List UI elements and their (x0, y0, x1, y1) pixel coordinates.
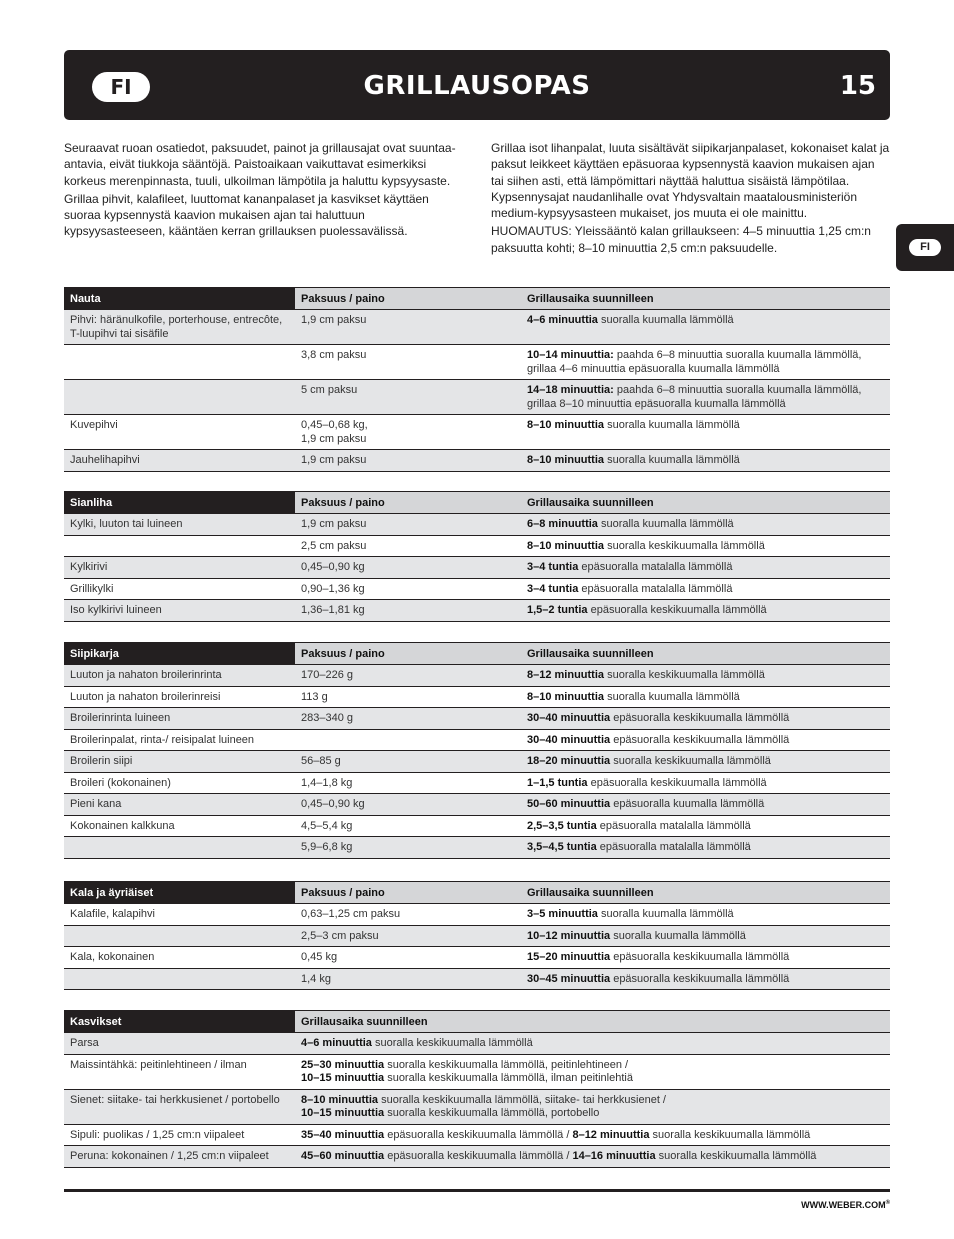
table-row (64, 772, 890, 794)
intro-note: HUOMAUTUS: Yleissääntö kalan grillaukseen: 4–5 minuuttia 1,25 cm:n paksuutta kohti; 8–10 minuuttia 2,5 cm:n paksuudelle. (491, 224, 871, 255)
cooking-time-cell (295, 1124, 890, 1146)
side-tab-label: FI (909, 239, 941, 256)
thickness-cell: 5,9–6,8 kg (295, 837, 521, 859)
food-item-cell: Broileri (kokonainen) (64, 772, 295, 794)
cooking-time-line (527, 419, 884, 433)
category-header: Kala ja äyriäiset (64, 882, 295, 904)
intro-paragraph: Grillaa isot lihanpalat, luuta sisältävät siipikarjanpalaset, kokonaiset kalat ja paksut leikkeet käyttäen epäsuoraa kypsennystä kaavion mukaisen ajan tai siihen asti, että lämpömittari näyttää haluttua sisäistä lämpötilaa. Kypsennysajat naudanlihalle ovat Yhdysvaltain maatalousministeriön medium-kypsyysasteen mukaiset, jos muuta ei ole mainittu. (491, 141, 890, 221)
heat-method: suoralla kuumalla lämmöllä (597, 908, 734, 920)
page-title: GRILLAUSOPAS (363, 71, 591, 101)
cooking-time-cell (521, 837, 890, 859)
cooking-time-line (301, 1037, 884, 1051)
time-value: 3,5–4,5 tuntia (527, 841, 597, 853)
thickness-cell: 1,9 cm paksu (295, 310, 521, 345)
table-row (64, 345, 890, 380)
table-row (64, 794, 890, 816)
thickness-cell: 1,9 cm paksu (295, 450, 521, 472)
cooking-time-cell (521, 450, 890, 472)
table-row (64, 578, 890, 600)
heat-method: epäsuoralla matalalla lämmöllä (596, 819, 751, 832)
time-value: 18–20 minuuttia (527, 755, 611, 767)
food-item-cell: Pihvi: häränulkofile, porterhouse, entrecôte, T-luupihvi tai sisäfile (64, 310, 295, 345)
thickness-cell: 0,63–1,25 cm paksu (295, 904, 521, 926)
time-value: 4–6 minuuttia (301, 1037, 372, 1049)
food-item-cell: Broilerinrinta luineen (64, 708, 295, 730)
food-item-cell: Parsa (64, 1033, 295, 1055)
time-value: 1–1,5 tuntia (527, 776, 588, 789)
column-header: Grillausaika suunnilleen (521, 288, 890, 310)
time-value: 8–12 minuuttia (572, 1128, 650, 1141)
language-side-tab (896, 224, 954, 271)
time-value: 2,5–3,5 tuntia (527, 819, 597, 832)
cooking-time-cell (521, 514, 890, 536)
cooking-time-cell (521, 686, 890, 708)
cooking-time-cell (521, 600, 890, 622)
cooking-time-cell (521, 380, 890, 415)
column-header: Grillausaika suunnilleen (295, 1011, 890, 1033)
food-item-cell (64, 837, 295, 859)
cooking-time-line (527, 951, 884, 965)
heat-method: epäsuoralla matalalla lämmöllä (596, 841, 751, 853)
thickness-cell: 0,45 kg (295, 947, 521, 969)
heat-method: suoralla kuumalla lämmöllä (604, 454, 740, 466)
table-row (64, 968, 890, 990)
food-item-cell: Kuvepihvi (64, 415, 295, 450)
heat-method: suoralla kuumalla lämmöllä (604, 690, 740, 703)
food-item-cell: Sipuli: puolikas / 1,25 cm:n viipaleet (64, 1124, 295, 1146)
category-header: Kasvikset (64, 1011, 295, 1033)
cooking-time-cell (521, 968, 890, 990)
cooking-time-cell (521, 794, 890, 816)
cooking-time-line (527, 820, 884, 834)
footer-rule (64, 1189, 890, 1192)
cooking-time-cell (521, 947, 890, 969)
cooking-time-cell (521, 578, 890, 600)
heat-method: suoralla keskikuumalla lämmöllä, ilman peitinlehtiä (384, 1072, 633, 1084)
thickness-cell: 113 g (295, 686, 521, 708)
heat-method: epäsuoralla keskikuumalla lämmöllä (587, 776, 767, 789)
food-item-cell: Kylki, luuton tai luineen (64, 514, 295, 536)
time-value: 8–10 minuuttia (527, 419, 605, 431)
time-value: 14–16 minuuttia (572, 1150, 656, 1162)
cooking-time-cell (521, 310, 890, 345)
thickness-cell: 5 cm paksu (295, 380, 521, 415)
heat-method: paahda 6–8 minuuttia suoralla kuumalla lämmöllä, grillaa 8–10 minuuttia epäsuoralla kuumalla lämmöllä (527, 384, 862, 410)
cooking-time-line (301, 1129, 884, 1143)
heat-method: suoralla keskikuumalla lämmöllä (604, 539, 765, 552)
heat-method: epäsuoralla kuumalla lämmöllä (610, 798, 765, 810)
cooking-time-line (527, 518, 884, 532)
time-value: 14–18 minuuttia: (527, 384, 614, 396)
time-value: 8–12 minuuttia (527, 669, 605, 681)
heat-method: epäsuoralla keskikuumalla lämmöllä (610, 951, 790, 963)
column-header: Grillausaika suunnilleen (521, 882, 890, 904)
thickness-cell: 2,5 cm paksu (295, 535, 521, 557)
time-value: 8–10 minuuttia (527, 454, 605, 466)
thickness-cell: 283–340 g (295, 708, 521, 730)
cooking-time-line (527, 973, 884, 987)
column-header: Paksuus / paino (295, 492, 521, 514)
time-value: 50–60 minuuttia (527, 798, 611, 810)
time-value: 4–6 minuuttia (527, 314, 598, 326)
cooking-time-line (527, 561, 884, 575)
food-item-cell (64, 925, 295, 947)
heat-method: suoralla keskikuumalla lämmöllä (655, 1150, 817, 1162)
table-row (64, 415, 890, 450)
cooking-time-line (527, 798, 884, 812)
column-header: Grillausaika suunnilleen (521, 492, 890, 514)
table-row (64, 1146, 890, 1168)
table-row (64, 729, 890, 751)
cooking-time-cell (521, 904, 890, 926)
table-row (64, 1033, 890, 1055)
cooking-time-cell (521, 345, 890, 380)
cooking-time-line (527, 384, 884, 411)
thickness-cell: 0,45–0,90 kg (295, 794, 521, 816)
heat-method: suoralla keskikuumalla lämmöllä, portobello (384, 1107, 600, 1119)
cooking-time-line (527, 908, 884, 922)
cooking-time-line (527, 349, 884, 376)
food-item-cell: Broilerin siipi (64, 751, 295, 773)
time-value: 3–4 tuntia (527, 582, 579, 595)
heat-method: epäsuoralla keskikuumalla lämmöllä (610, 972, 790, 985)
cooking-time-line (527, 777, 884, 791)
table-row (64, 535, 890, 557)
thickness-cell (295, 729, 521, 751)
intro-paragraph: Grillaa pihvit, kalafileet, luuttomat kananpalaset ja kasvikset käyttäen suoraa kypsennystä kaavion mukaisen ajan tai haluttuun kypsyysasteeseen, kääntäen kerran grillauksen puolessavälissä. (64, 191, 429, 239)
table-row (64, 557, 890, 579)
page-number: 15 (839, 71, 876, 101)
thickness-cell: 1,4 kg (295, 968, 521, 990)
thickness-cell: 0,90–1,36 kg (295, 578, 521, 600)
food-item-cell (64, 968, 295, 990)
table-fish (64, 881, 890, 990)
food-item-cell: Kalafile, kalapihvi (64, 904, 295, 926)
cooking-time-line (301, 1072, 884, 1086)
thickness-cell: 56–85 g (295, 751, 521, 773)
table-row (64, 310, 890, 345)
heat-method: epäsuoralla keskikuumalla lämmöllä (587, 604, 767, 616)
heat-method: suoralla keskikuumalla lämmöllä (610, 755, 771, 767)
thickness-cell: 1,4–1,8 kg (295, 772, 521, 794)
food-item-cell: Iso kylkirivi luineen (64, 600, 295, 622)
column-header: Paksuus / paino (295, 643, 521, 665)
table-row (64, 925, 890, 947)
time-value: 6–8 minuuttia (527, 518, 598, 530)
thickness-cell: 1,9 cm paksu (295, 514, 521, 536)
food-item-cell: Sienet: siitake- tai herkkusienet / portobello (64, 1089, 295, 1124)
heat-method: epäsuoralla keskikuumalla lämmöllä / (384, 1150, 573, 1162)
food-item-cell: Kylkirivi (64, 557, 295, 579)
time-value: 10–14 minuuttia: (527, 349, 614, 361)
cooking-time-line (301, 1150, 884, 1164)
table-header-row (64, 288, 890, 310)
food-item-cell: Luuton ja nahaton broilerinrinta (64, 665, 295, 687)
food-item-cell: Kala, kokonainen (64, 947, 295, 969)
time-value: 8–10 minuuttia (527, 539, 605, 552)
time-value: 15–20 minuuttia (527, 951, 611, 963)
thickness-cell: 2,5–3 cm paksu (295, 925, 521, 947)
table-row (64, 837, 890, 859)
time-value: 35–40 minuuttia (301, 1128, 385, 1141)
column-header: Grillausaika suunnilleen (521, 643, 890, 665)
food-item-cell: Grillikylki (64, 578, 295, 600)
heat-method: suoralla kuumalla lämmöllä (610, 929, 746, 942)
thickness-cell: 1,36–1,81 kg (295, 600, 521, 622)
time-value: 25–30 minuuttia (301, 1058, 385, 1071)
cooking-time-cell (521, 772, 890, 794)
cooking-time-cell (521, 708, 890, 730)
food-item-cell: Maissintähkä: peitinlehtineen / ilman (64, 1054, 295, 1089)
intro-left-column (64, 140, 468, 242)
food-item-cell: Broilerinpalat, rinta-/ reisipalat luineen (64, 729, 295, 751)
thickness-cell: 0,45–0,68 kg, 1,9 cm paksu (295, 415, 521, 450)
time-value: 30–40 minuuttia (527, 712, 611, 724)
heat-method: suoralla kuumalla lämmöllä (597, 314, 734, 326)
intro-paragraph: Seuraavat ruoan osatiedot, paksuudet, painot ja grillausajat ovat suuntaa-antavia, eivät tiukkoja sääntöjä. Paistoaikaan vaikuttavat esimerkiksi korkeus merenpinnasta, tuuli, ulkoilman lämpötila ja haluttu kypsyysaste. (64, 141, 456, 188)
heat-method: epäsuoralla keskikuumalla lämmöllä / (384, 1128, 573, 1141)
heat-method: epäsuoralla keskikuumalla lämmöllä (610, 733, 790, 746)
food-item-cell: Luuton ja nahaton broilerinreisi (64, 686, 295, 708)
cooking-time-line (301, 1059, 884, 1073)
cooking-time-cell (295, 1054, 890, 1089)
table-beef (64, 287, 890, 472)
category-header: Sianliha (64, 492, 295, 514)
heat-method: suoralla keskikuumalla lämmöllä, peitinlehtineen / (384, 1058, 629, 1071)
table-row (64, 514, 890, 536)
table-row (64, 600, 890, 622)
cooking-time-line (527, 314, 884, 328)
table-row (64, 815, 890, 837)
heat-method: suoralla keskikuumalla lämmöllä (649, 1128, 811, 1141)
cooking-time-line (527, 583, 884, 597)
time-value: 1,5–2 tuntia (527, 604, 588, 616)
heat-method: suoralla keskikuumalla lämmöllä (371, 1037, 533, 1049)
thickness-cell: 3,8 cm paksu (295, 345, 521, 380)
time-value: 8–10 minuuttia (301, 1093, 379, 1106)
cooking-time-cell (521, 665, 890, 687)
table-row (64, 1054, 890, 1089)
cooking-time-cell (521, 415, 890, 450)
time-value: 30–45 minuuttia (527, 972, 611, 985)
table-row (64, 450, 890, 472)
heat-method: epäsuoralla matalalla lämmöllä (578, 582, 733, 595)
food-item-cell: Jauhelihapihvi (64, 450, 295, 472)
table-vegetables (64, 1010, 890, 1168)
cooking-time-line (527, 669, 884, 683)
table-row (64, 947, 890, 969)
time-value: 10–15 minuuttia (301, 1072, 385, 1084)
cooking-time-cell (521, 925, 890, 947)
cooking-time-line (301, 1094, 884, 1108)
table-row (64, 708, 890, 730)
heat-method: epäsuoralla matalalla lämmöllä (578, 561, 733, 573)
time-value: 10–12 minuuttia (527, 929, 611, 942)
cooking-time-cell (521, 535, 890, 557)
cooking-time-line (527, 604, 884, 618)
thickness-cell: 170–226 g (295, 665, 521, 687)
heat-method: suoralla kuumalla lämmöllä (597, 518, 734, 530)
table-header-row (64, 492, 890, 514)
time-value: 8–10 minuuttia (527, 690, 605, 703)
category-header: Siipikarja (64, 643, 295, 665)
table-poultry (64, 642, 890, 859)
food-item-cell (64, 380, 295, 415)
food-item-cell: Kokonainen kalkkuna (64, 815, 295, 837)
table-row (64, 665, 890, 687)
table-row (64, 904, 890, 926)
food-item-cell: Pieni kana (64, 794, 295, 816)
cooking-time-cell (295, 1033, 890, 1055)
category-header: Nauta (64, 288, 295, 310)
thickness-cell: 0,45–0,90 kg (295, 557, 521, 579)
cooking-time-cell (521, 815, 890, 837)
cooking-time-line (527, 841, 884, 855)
table-row (64, 751, 890, 773)
heat-method: suoralla keskikuumalla lämmöllä, siitake- tai herkkusienet / (378, 1093, 666, 1106)
heat-method: epäsuoralla keskikuumalla lämmöllä (610, 712, 790, 724)
cooking-time-line (527, 734, 884, 748)
cooking-time-cell (521, 751, 890, 773)
heat-method: paahda 6–8 minuuttia suoralla kuumalla lämmöllä, grillaa 4–6 minuuttia epäsuoralla kuumalla lämmöllä (527, 349, 862, 375)
food-item-cell (64, 535, 295, 557)
cooking-time-cell (521, 557, 890, 579)
table-row (64, 1089, 890, 1124)
table-header-row (64, 1011, 890, 1033)
heat-method: suoralla kuumalla lämmöllä (604, 419, 740, 431)
time-value: 10–15 minuuttia (301, 1107, 385, 1119)
column-header: Paksuus / paino (295, 882, 521, 904)
time-value: 30–40 minuuttia (527, 733, 611, 746)
cooking-time-line (301, 1107, 884, 1121)
cooking-time-line (527, 454, 884, 468)
cooking-time-cell (295, 1089, 890, 1124)
food-item-cell (64, 345, 295, 380)
intro-right-column (491, 140, 890, 258)
cooking-time-line (527, 540, 884, 554)
table-header-row (64, 882, 890, 904)
cooking-time-cell (295, 1146, 890, 1168)
table-row (64, 1124, 890, 1146)
time-value: 45–60 minuuttia (301, 1150, 385, 1162)
cooking-time-cell (521, 729, 890, 751)
thickness-cell: 4,5–5,4 kg (295, 815, 521, 837)
cooking-time-line (527, 712, 884, 726)
footer-url: WWW.WEBER.COM® (801, 1200, 890, 1210)
table-row (64, 686, 890, 708)
time-value: 3–5 minuuttia (527, 908, 598, 920)
column-header: Paksuus / paino (295, 288, 521, 310)
table-header-row (64, 643, 890, 665)
cooking-time-line (527, 930, 884, 944)
time-value: 3–4 tuntia (527, 561, 579, 573)
heat-method: suoralla keskikuumalla lämmöllä (604, 669, 765, 681)
table-pork (64, 491, 890, 622)
table-row (64, 380, 890, 415)
language-badge: FI (92, 72, 150, 102)
food-item-cell: Peruna: kokonainen / 1,25 cm:n viipaleet (64, 1146, 295, 1168)
page-header (64, 50, 890, 120)
cooking-time-line (527, 755, 884, 769)
cooking-time-line (527, 691, 884, 705)
